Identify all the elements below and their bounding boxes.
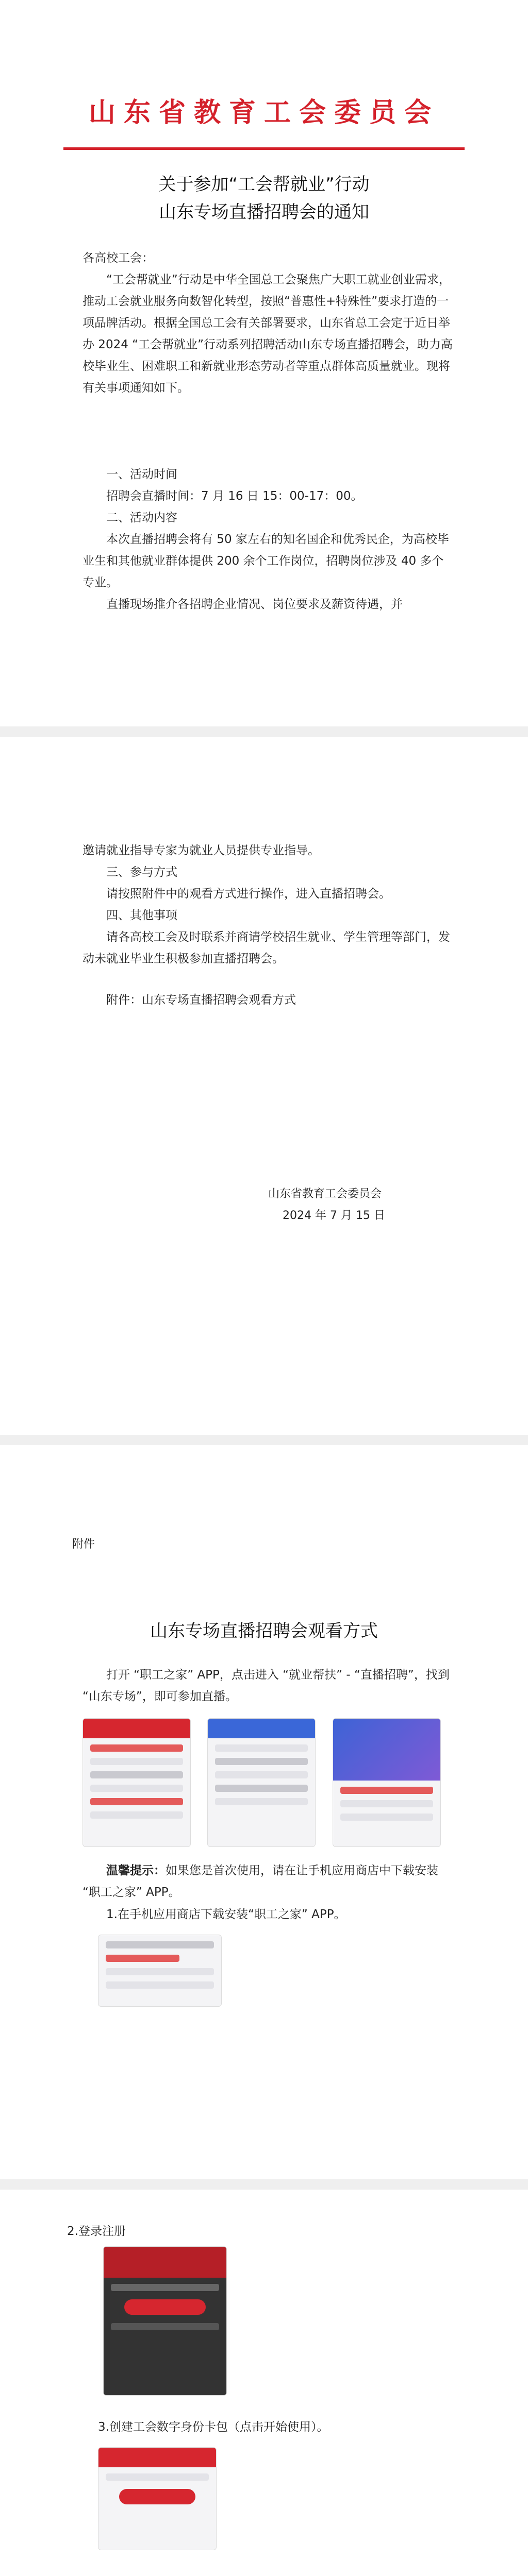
app-screenshot-jobs <box>207 1718 316 1847</box>
section-time-heading: 一、活动时间 <box>106 468 177 481</box>
section-other-heading: 四、其他事项 <box>106 909 177 922</box>
attachment-label: 附件 <box>72 1538 95 1551</box>
card-wallet-screenshot <box>98 2447 217 2550</box>
app-screenshot-live <box>333 1718 441 1847</box>
section-other-text: 请各高校工会及时联系并商请学校招生就业、学生管理等部门，发动未就业毕业生积极参加直播招聘会。 <box>82 930 450 965</box>
attachment-title: 山东专场直播招聘会观看方式 <box>150 1621 378 1641</box>
section-content-text3: 邀请就业指导专家为就业人员提供专业指导。 <box>82 844 320 857</box>
notice-title-line2: 山东专场直播招聘会的通知 <box>159 202 369 223</box>
step-2: 2.登录注册 <box>67 2225 126 2238</box>
signature-org: 山东省教育工会委员会 <box>268 1188 382 1200</box>
section-join-heading: 三、参与方式 <box>106 866 177 879</box>
step-1: 1.在手机应用商店下载安装“职工之家” APP。 <box>106 1908 346 1921</box>
app-screenshot-home <box>82 1718 191 1847</box>
section-content-text2: 直播现场推介各招聘企业情况、岗位要求及薪资待遇，并 <box>106 598 403 611</box>
intro-paragraph: “工会帮就业”行动是中华全国总工会聚焦广大职工就业创业需求，推动工会就业服务向数智化转型，按照“普惠性+特殊性”要求打造的一项品牌活动。根据全国总工会有关部署要求，山东省总工会定于近日举办 2024 “工会帮就业”行动系列招聘活动山东专场直播招聘会，助力高校毕业生、困难职工和新就业形态劳动者等重点群体高质量就业。现将有关事项通知如下。 <box>82 273 453 395</box>
salutation: 各高校工会： <box>82 251 154 265</box>
app-store-screenshot <box>98 1935 222 2007</box>
login-screenshot <box>103 2246 227 2396</box>
tip-paragraph <box>82 1860 454 1903</box>
step-3: 3.创建工会数字身份卡包（点击开始使用）。 <box>98 2420 329 2434</box>
red-divider <box>63 147 465 150</box>
tip-label: 温馨提示： <box>106 1864 166 1877</box>
section-content-text: 本次直播招聘会将有 50 家左右的知名国企和优秀民企，为高校毕业生和其他就业群体提供 200 余个工作岗位，招聘岗位涉及 40 多个专业。 <box>82 533 449 589</box>
section-time-text: 招聘会直播时间：7 月 16 日 15：00-17：00。 <box>106 489 363 503</box>
section-join-text: 请按照附件中的观看方式进行操作，进入直播招聘会。 <box>106 887 391 901</box>
attachment-reference: 附件：山东专场直播招聘会观看方式 <box>106 993 296 1007</box>
attachment-intro: 打开 “职工之家” APP，点击进入 “就业帮扶” - “直播招聘”，找到 “山东专场”，即可参加直播。 <box>82 1668 450 1703</box>
tip-text: 如果您是首次使用，请在让手机应用商店中下载安装 “职工之家” APP。 <box>82 1864 438 1899</box>
issuer-heading: 山东省教育工会委员会 <box>88 97 439 128</box>
notice-page-1 <box>0 0 528 726</box>
attachment-page-2 <box>0 2190 528 2576</box>
notice-page-2 <box>0 737 528 1435</box>
attachment-page-1 <box>0 1445 528 2179</box>
notice-title-line1: 关于参加“工会帮就业”行动 <box>158 174 370 195</box>
signature-date: 2024 年 7 月 15 日 <box>283 1209 385 1222</box>
section-content-heading: 二、活动内容 <box>106 511 177 524</box>
